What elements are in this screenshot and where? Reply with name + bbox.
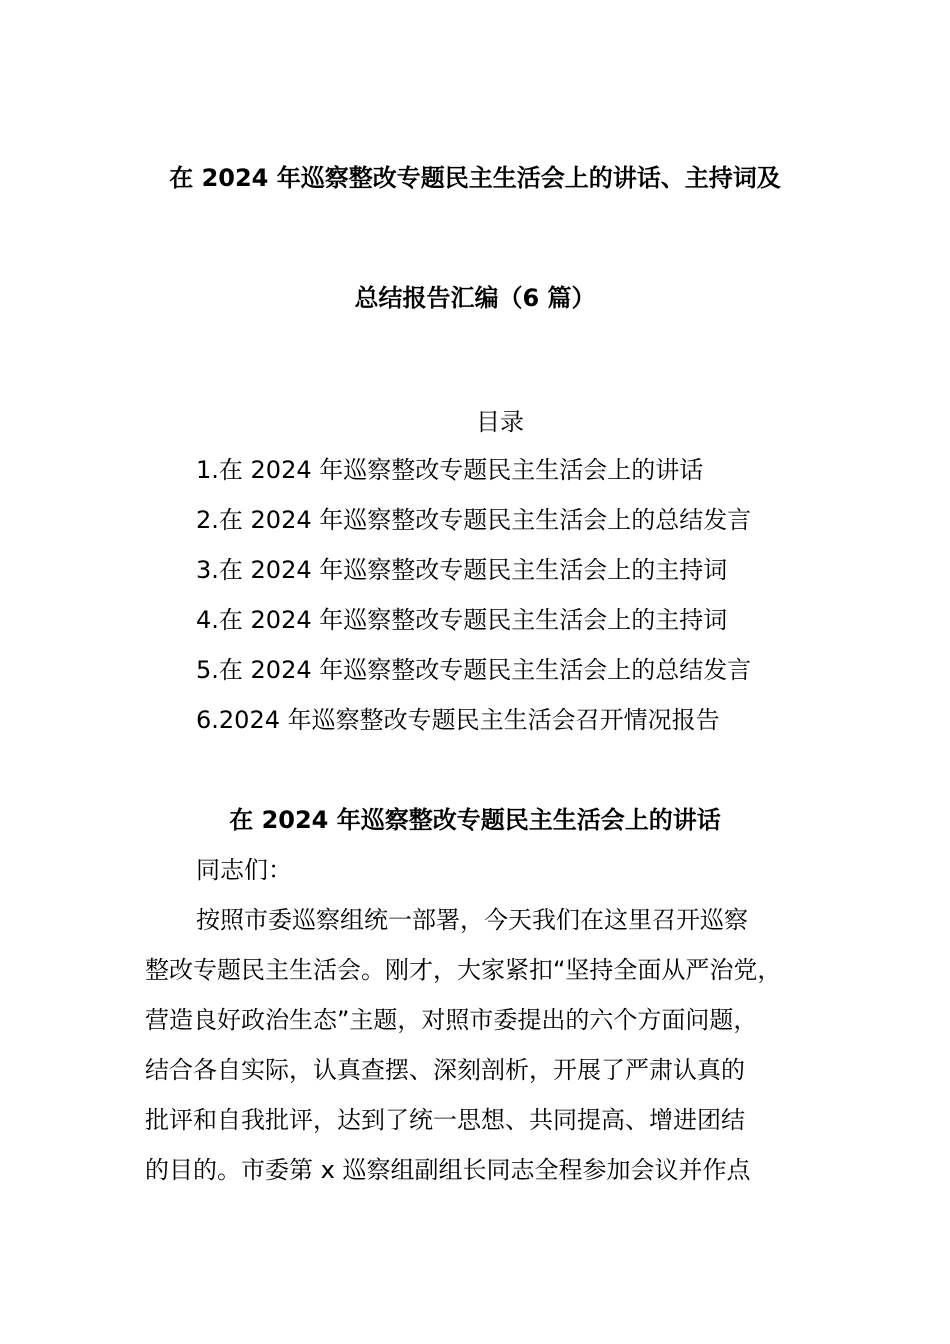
body-line: 批评和自我批评，达到了统一思想、共同提高、增进团结 xyxy=(145,1106,745,1134)
document-title-line-1: 在 2024 年巡察整改专题民主生活会上的讲话、主持词及 xyxy=(169,164,781,192)
document-title-line-2: 总结报告汇编（6 篇） xyxy=(354,284,596,312)
body-line: 结合各自实际，认真查摆、深刻剖析，开展了严肃认真的 xyxy=(145,1056,745,1084)
body-line: 整改专题民主生活会。刚才，大家紧扣“坚持全面从严治党， xyxy=(145,956,782,984)
body-line: 按照市委巡察组统一部署，今天我们在这里召开巡察 xyxy=(196,906,748,934)
toc-item: 1.在 2024 年巡察整改专题民主生活会上的讲话 xyxy=(196,456,704,484)
body-line: 营造良好政治生态”主题，对照市委提出的六个方面问题， xyxy=(145,1006,758,1034)
salutation: 同志们： xyxy=(196,856,292,884)
toc-heading: 目录 xyxy=(476,408,524,436)
toc-item: 3.在 2024 年巡察整改专题民主生活会上的主持词 xyxy=(196,556,728,584)
section-title: 在 2024 年巡察整改专题民主生活会上的讲话 xyxy=(229,806,721,834)
toc-item: 6.2024 年巡察整改专题民主生活会召开情况报告 xyxy=(196,706,720,734)
toc-item: 4.在 2024 年巡察整改专题民主生活会上的主持词 xyxy=(196,606,728,634)
body-line: 的目的。市委第 x 巡察组副组长同志全程参加会议并作点 xyxy=(145,1156,751,1184)
toc-item: 2.在 2024 年巡察整改专题民主生活会上的总结发言 xyxy=(196,506,752,534)
toc-item: 5.在 2024 年巡察整改专题民主生活会上的总结发言 xyxy=(196,656,752,684)
